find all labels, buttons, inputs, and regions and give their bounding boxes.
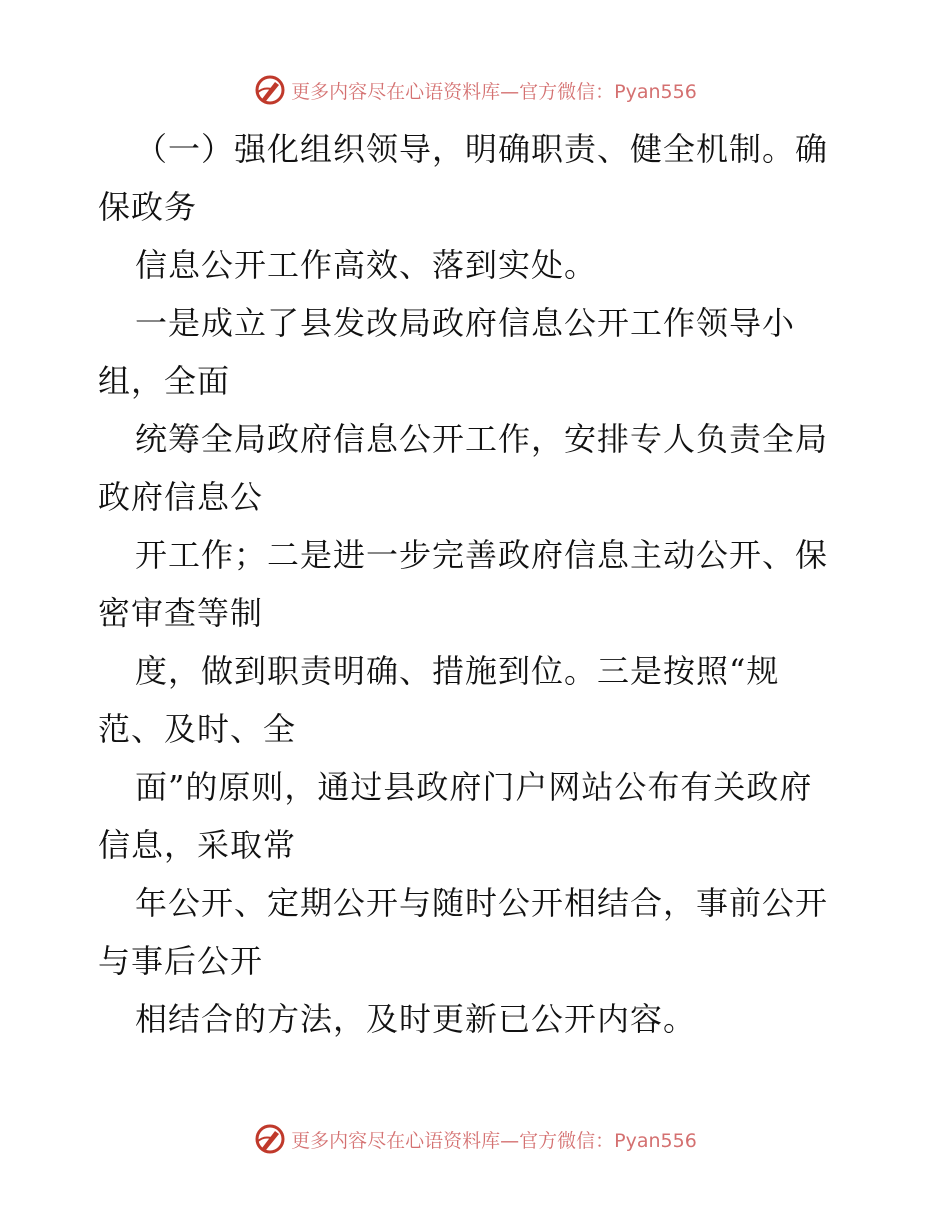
- body-line: 组，全面: [98, 362, 231, 400]
- body-line: 开工作；二是进一步完善政府信息主动公开、保: [135, 536, 829, 574]
- watermark-text: 更多内容尽在心语资料库—官方微信：Pyan556: [291, 1129, 697, 1152]
- header-watermark: [0, 72, 950, 108]
- watermark-text: 更多内容尽在心语资料库—官方微信：Pyan556: [291, 80, 697, 103]
- body-line: 信息公开工作高效、落到实处。: [135, 246, 598, 284]
- body-line: 年公开、定期公开与随时公开相结合，事前公开: [135, 884, 829, 922]
- body-line: 范、及时、全: [98, 710, 297, 748]
- body-line: 相结合的方法，及时更新已公开内容。: [135, 1000, 697, 1038]
- pen-logo-icon: [253, 1122, 287, 1156]
- pen-logo-icon: [253, 73, 287, 107]
- body-line: 统筹全局政府信息公开工作，安排专人负责全局: [135, 420, 829, 458]
- body-line: 与事后公开: [98, 942, 264, 980]
- document-body: [98, 120, 858, 1048]
- body-line: 一是成立了县发改局政府信息公开工作领导小: [135, 304, 796, 342]
- body-line: 密审查等制: [98, 594, 264, 632]
- body-line: （一）强化组织领导，明确职责、健全机制。确: [135, 130, 829, 168]
- footer-watermark: [0, 1121, 950, 1157]
- body-line: 政府信息公: [98, 478, 264, 516]
- body-line: 度，做到职责明确、措施到位。三是按照“规: [135, 652, 780, 690]
- body-line: 信息，采取常: [98, 826, 297, 864]
- body-line: 保政务: [98, 188, 198, 226]
- body-line: 面”的原则，通过县政府门户网站公布有关政府: [135, 768, 813, 806]
